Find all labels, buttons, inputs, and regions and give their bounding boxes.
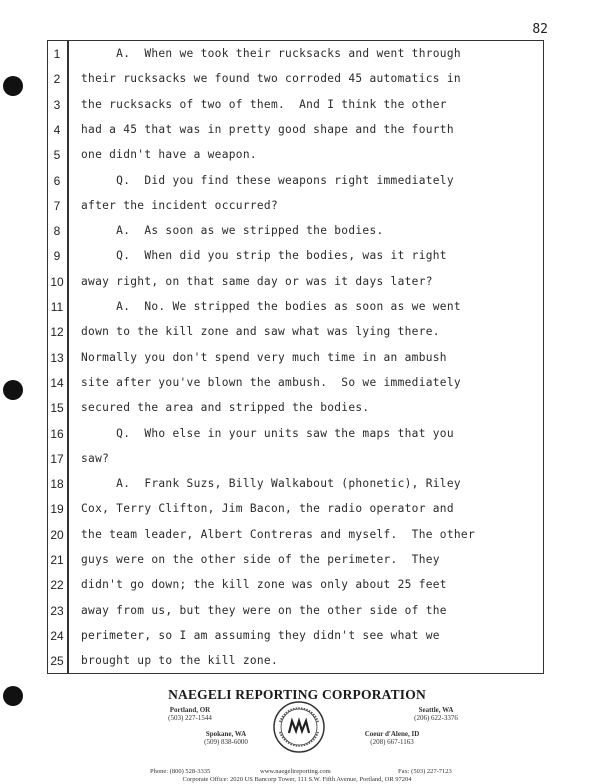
line-number: 5 — [53, 148, 61, 163]
line-number: 16 — [50, 426, 64, 441]
line-text: Cox, Terry Clifton, Jim Bacon, the radio operator and — [81, 502, 454, 516]
line-number: 14 — [50, 375, 64, 390]
line-number: 20 — [50, 527, 64, 542]
corporate-office-address: Corporate Office: 2020 US Bancorp Tower, 111 S.W. Fifth Avenue, Portland, OR 97204 — [182, 776, 412, 783]
office-portland — [150, 706, 230, 722]
transcript-line — [0, 69, 594, 89]
website: www.naegelireporting.com — [260, 768, 331, 775]
line-text: away from us, but they were on the other side of the — [81, 603, 447, 617]
line-number: 12 — [50, 325, 64, 340]
line-text: A. No. We stripped the bodies as soon as we went — [81, 300, 461, 313]
line-number: 4 — [53, 122, 61, 137]
transcript-line — [0, 373, 594, 393]
office-city: Portland, OR — [169, 706, 211, 714]
line-text: perimeter, so I am assuming they didn't see what we — [81, 628, 440, 642]
transcript-line — [0, 550, 594, 570]
line-number: 3 — [53, 97, 61, 112]
line-text: had a 45 that was in pretty good shape and the fourth — [81, 122, 454, 136]
transcript-line — [0, 525, 594, 545]
transcript-line — [0, 145, 594, 165]
office-coeur-dalene — [352, 730, 432, 746]
transcript-line — [0, 196, 594, 216]
company-seal-logo — [272, 700, 326, 754]
line-number: 17 — [50, 451, 64, 466]
line-text: after the incident occurred? — [81, 198, 278, 212]
office-phone: (206) 622-3376 — [414, 714, 458, 722]
line-text: A. Frank Suzs, Billy Walkabout (phonetic), Riley — [81, 477, 461, 491]
line-text: didn't go down; the kill zone was only about 25 feet — [81, 578, 447, 592]
transcript-line — [0, 95, 594, 115]
line-number: 6 — [53, 173, 61, 188]
office-city: Spokane, WA — [205, 730, 247, 738]
line-number: 18 — [50, 477, 64, 492]
transcript-line — [0, 398, 594, 418]
office-city: Seattle, WA — [418, 706, 454, 714]
line-text: away right, on that same day or was it days later? — [81, 274, 433, 288]
line-text: site after you've blown the ambush. So we immediately — [81, 375, 461, 389]
office-spokane — [186, 730, 266, 746]
page-number: 82 — [532, 22, 548, 37]
office-city: Coeur d'Alene, ID — [364, 730, 420, 738]
line-text: Normally you don't spend very much time in an ambush — [81, 350, 447, 364]
line-text: Q. Did you find these weapons right immediately — [81, 173, 454, 187]
line-number: 9 — [53, 249, 61, 264]
line-number: 24 — [50, 628, 64, 643]
line-text: A. As soon as we stripped the bodies. — [81, 224, 384, 238]
transcript-line — [0, 626, 594, 646]
transcript-line — [0, 322, 594, 342]
transcript-line — [0, 499, 594, 519]
line-text: down to the kill zone and saw what was lying there. — [81, 325, 440, 339]
line-text: saw? — [81, 451, 110, 465]
transcript-line — [0, 651, 594, 671]
footer — [0, 680, 594, 784]
line-text: Q. Who else in your units saw the maps that you — [81, 426, 454, 440]
line-number: 23 — [50, 603, 64, 618]
line-text: their rucksacks we found two corroded 45 automatics in — [81, 72, 461, 86]
line-text: guys were on the other side of the perimeter. They — [81, 553, 440, 566]
transcript-line — [0, 272, 594, 292]
line-number: 19 — [50, 502, 64, 517]
line-number: 7 — [53, 198, 61, 213]
line-text: the rucksacks of two of them. And I think the other — [81, 97, 447, 111]
line-number: 1 — [53, 47, 61, 61]
line-number: 15 — [50, 401, 64, 416]
line-text: secured the area and stripped the bodies. — [81, 401, 370, 415]
firm-name: NAEGELI REPORTING CORPORATION — [168, 687, 426, 702]
transcript-line — [0, 449, 594, 469]
office-phone: (208) 667-1163 — [370, 738, 414, 746]
transcript-line — [0, 424, 594, 444]
office-seattle — [396, 706, 476, 722]
line-text: A. When we took their rucksacks and went through — [81, 47, 461, 60]
transcript-line — [0, 171, 594, 191]
main-phone: Phone: (800) 528-3335 — [150, 768, 211, 775]
transcript-line — [0, 348, 594, 368]
line-text: the team leader, Albert Contreras and myself. The other — [81, 527, 475, 541]
line-number: 21 — [50, 553, 64, 567]
line-number: 8 — [53, 224, 61, 239]
transcript-line — [0, 474, 594, 494]
line-number: 13 — [50, 350, 64, 365]
line-number: 2 — [53, 72, 61, 87]
line-number: 11 — [50, 300, 64, 314]
transcript-line — [0, 120, 594, 140]
line-text: brought up to the kill zone. — [81, 654, 278, 668]
line-number: 22 — [50, 578, 64, 593]
transcript-line — [0, 246, 594, 266]
line-text: one didn't have a weapon. — [81, 148, 257, 162]
transcript-line — [0, 221, 594, 241]
office-phone: (509) 838-6000 — [204, 738, 248, 746]
line-text: Q. When did you strip the bodies, was it right — [81, 249, 447, 263]
fax-number: Fax: (503) 227-7123 — [398, 768, 452, 775]
transcript-line — [0, 601, 594, 621]
transcript-line — [0, 44, 594, 64]
transcript-line — [0, 575, 594, 595]
transcript-line — [0, 297, 594, 317]
line-number: 25 — [50, 654, 64, 669]
line-number: 10 — [50, 274, 64, 289]
office-phone: (503) 227-1544 — [168, 714, 212, 722]
